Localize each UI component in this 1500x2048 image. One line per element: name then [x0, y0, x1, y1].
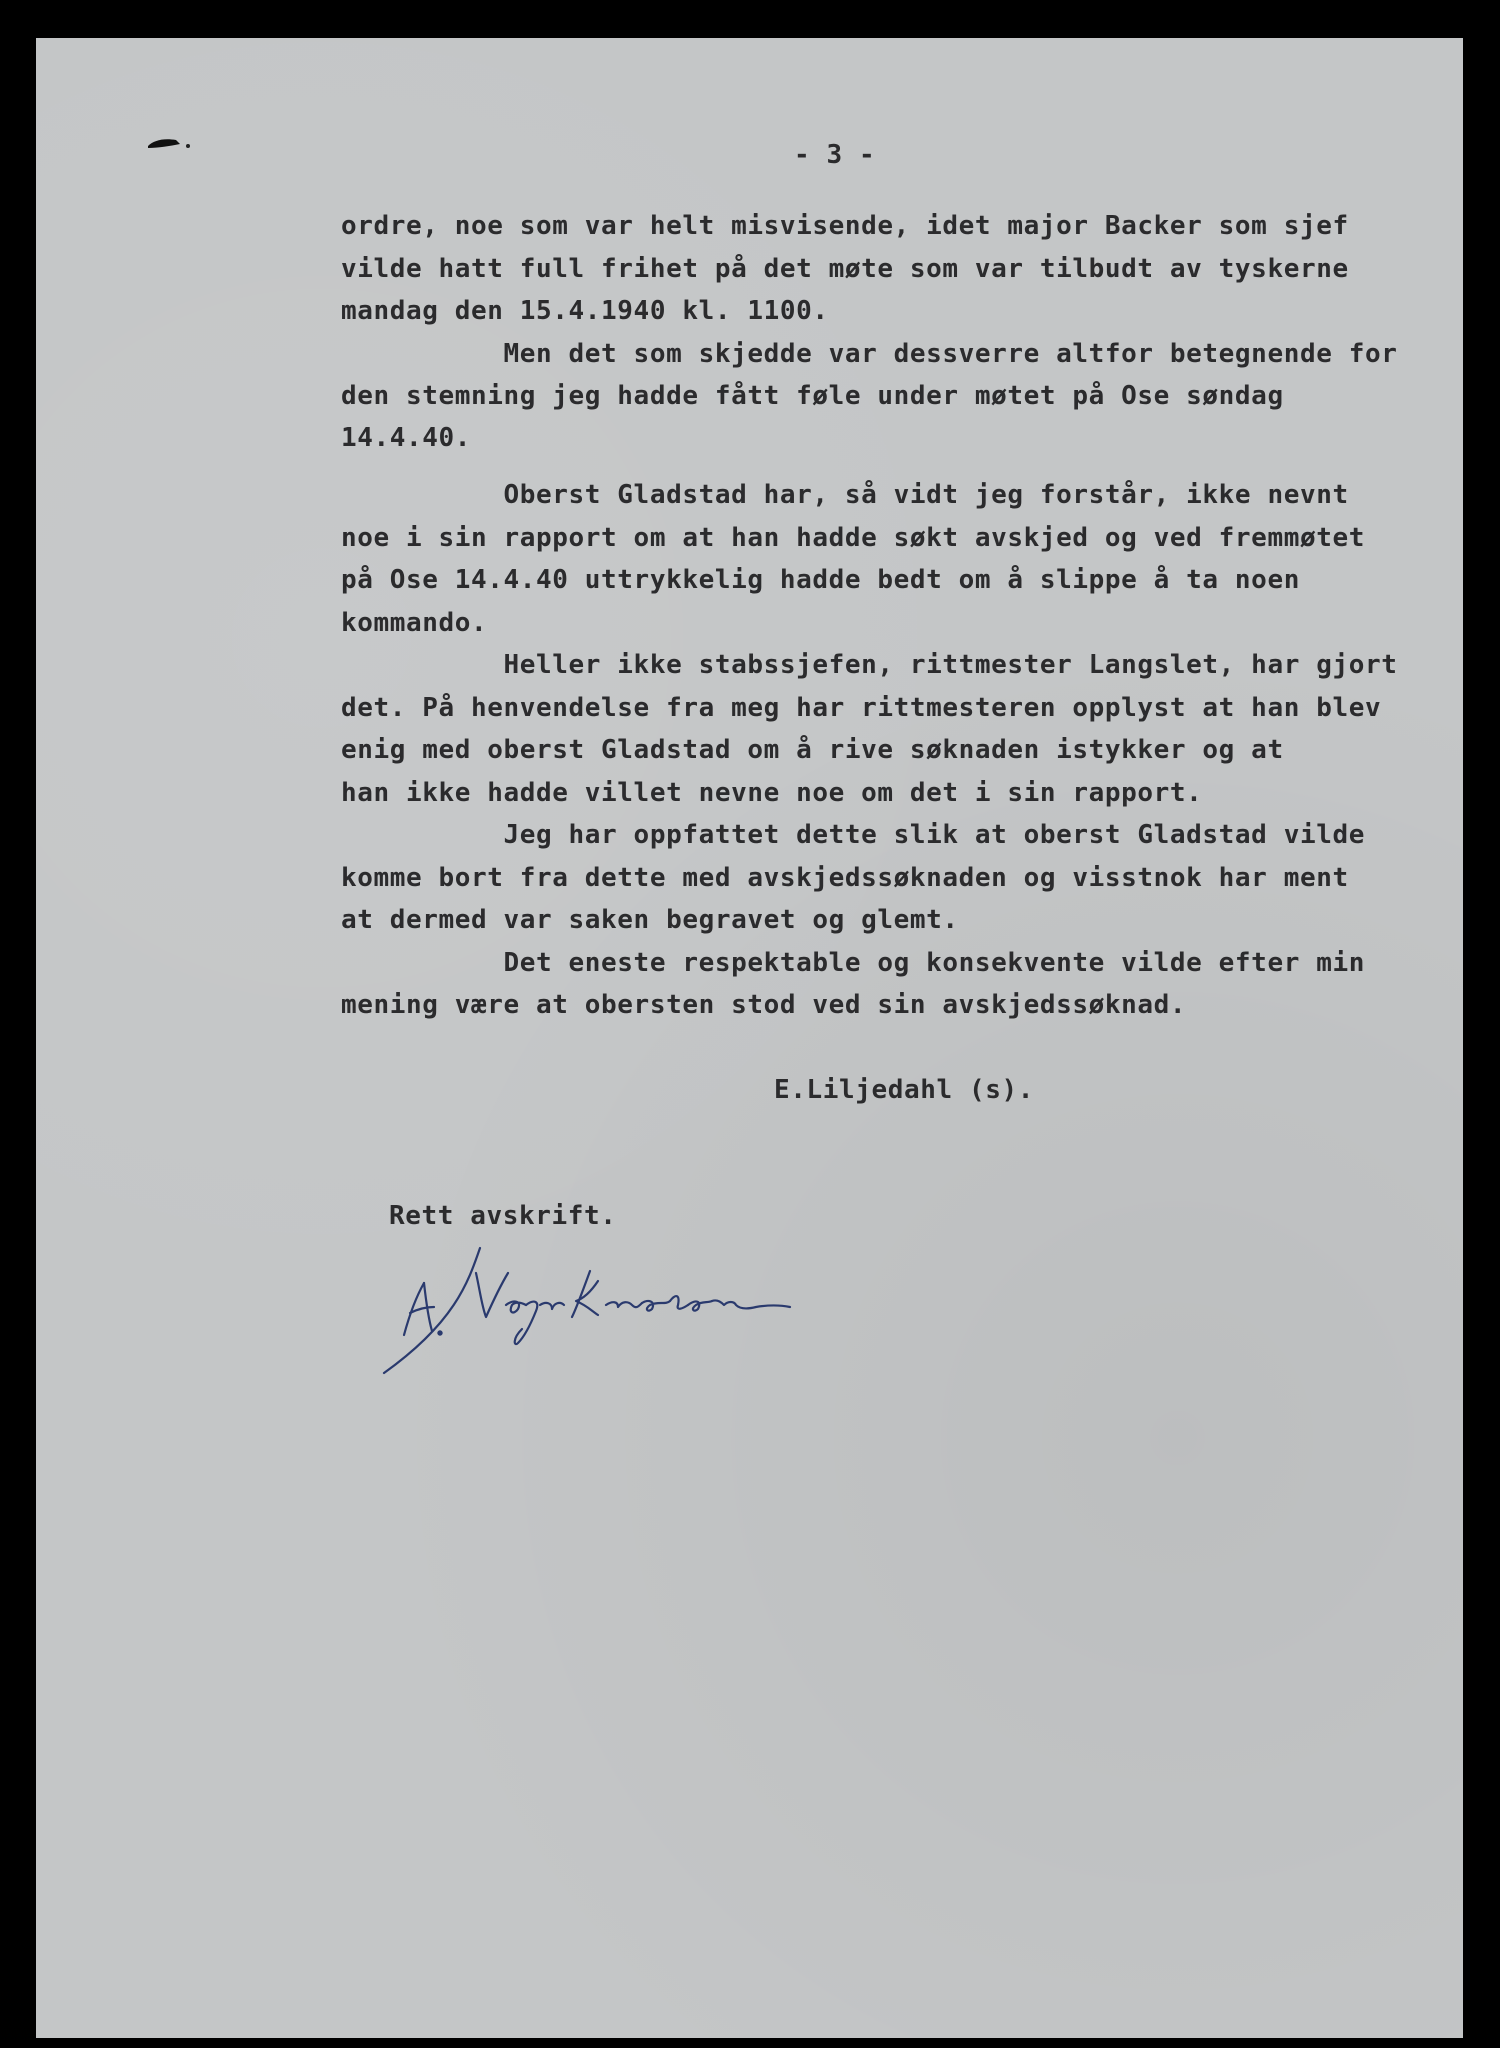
body-line: Heller ikke stabssjefen, rittmester Langslet, har gjort [341, 650, 1398, 680]
body-line: ordre, noe som var helt misvisende, idet major Backer som sjef [341, 211, 1349, 241]
body-line: Men det som skjedde var dessverre altfor betegnende for [341, 339, 1398, 369]
handwritten-signature [376, 1243, 796, 1378]
author-signature: E.Liljedahl (s). [774, 1075, 1035, 1105]
body-line: enig med oberst Gladstad om å rive søknaden istykker og at [341, 735, 1284, 765]
body-line: kommando. [341, 608, 488, 638]
body-line: på Ose 14.4.40 uttrykkelig hadde bedt om å slippe å ta noen [341, 565, 1300, 595]
body-line: vilde hatt full frihet på det møte som var tilbudt av tyskerne [341, 254, 1349, 284]
body-line: at dermed var saken begravet og glemt. [341, 905, 959, 935]
body-line: mandag den 15.4.1940 kl. 1100. [341, 296, 829, 326]
body-line: det. På henvendelse fra meg har rittmesteren opplyst at han blev [341, 693, 1382, 723]
page-number: - 3 - [794, 140, 876, 170]
certification-note: Rett avskrift. [389, 1201, 617, 1231]
body-line: Oberst Gladstad har, så vidt jeg forstår, ikke nevnt [341, 480, 1349, 510]
body-line: mening være at obersten stod ved sin avskjedssøknad. [341, 990, 1187, 1020]
document-page [36, 38, 1463, 2038]
body-line: han ikke hadde villet nevne noe om det i sin rapport. [341, 778, 1203, 808]
body-line: noe i sin rapport om at han hadde søkt avskjed og ved fremmøtet [341, 523, 1365, 553]
body-line: 14.4.40. [341, 423, 472, 453]
body-line: komme bort fra dette med avskjedssøknaden og visstnok har ment [341, 863, 1349, 893]
body-line: Det eneste respektable og konsekvente vilde efter min [341, 948, 1365, 978]
body-line: den stemning jeg hadde fått føle under møtet på Ose søndag [341, 381, 1284, 411]
body-line: Jeg har oppfattet dette slik at oberst Gladstad vilde [341, 820, 1365, 850]
ink-smudge [146, 134, 192, 152]
